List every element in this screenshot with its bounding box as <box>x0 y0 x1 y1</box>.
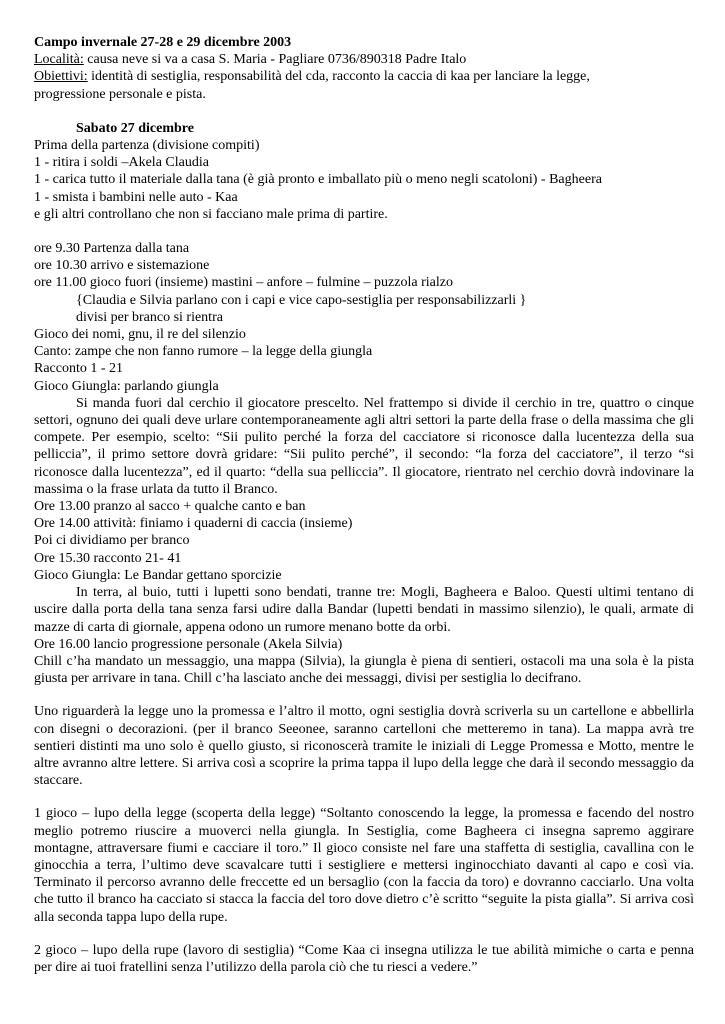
schedule-item: Ore 14.00 attività: finiamo i quaderni di caccia (insieme) <box>34 516 353 532</box>
objectives-continued: progressione personale e pista. <box>34 86 206 102</box>
schedule-item: ore 9.30 Partenza dalla tana <box>34 241 190 257</box>
schedule-item: Gioco Giungla: parlando giungla <box>34 378 219 394</box>
objectives-line <box>34 68 694 85</box>
game-2-paragraph: 2 gioco – lupo della rupe (lavoro di sestiglia) “Come Kaa ci insegna utilizza le tue abilità mimiche o carta e penna per dire ai tuoi fratellini senza l’utilizzo della parola ciò che tu riesci a vedere.” <box>34 942 694 975</box>
schedule-item: Ore 15.30 racconto 21- 41 <box>34 550 182 566</box>
schedule-item: ore 10.30 arrivo e sistemazione <box>34 258 210 274</box>
schedule-item: Racconto 1 - 21 <box>34 361 124 377</box>
location-label: Località: <box>34 52 84 68</box>
progression-title: Ore 16.00 lancio progressione personale (Akela Silvia) <box>34 636 343 652</box>
objectives-text: identità di sestiglia, responsabilità del cda, racconto la caccia di kaa per lanciare la legge, <box>87 69 590 85</box>
game-1-paragraph: 1 gioco – lupo della legge (scoperta della legge) “Soltanto conoscendo la legge, la promessa e facendo del nostro meglio potremo riuscire a muoverci nella giungla. In Sestiglia, come Bagheera ci insegna sapremo aggirare montagne, attraversare fiumi e cacciare il toro.” Il gioco consiste nel fare una staffetta di sestiglia, cavallina con le ginocchia a terra, l’ultimo deve scavalcare tutti i sestigliere e mettersi inginocchiato davanti al capo e così via. Terminato il percorso avranno delle freccette ed un bersaglio (con la faccia da toro) e dovranno cacciarlo. Una volta che tutto il branco ha cacciato si stacca la faccia del toro dove dietro c’è scritto “seguite la pista gialla”. Si arriva così alla seconda tappa lupo della rupe. <box>34 806 694 925</box>
pre-departure-title: Prima della partenza (divisione compiti) <box>34 138 260 154</box>
progression-text: Chill c’ha mandato un messaggio, una mappa (Silvia), la giungla è piena di sentieri, ostacoli ma una sola è la pista giusta per arrivare in tana. Chill c’ha lasciato anche dei messaggi, divisi per sestiglia lo decifrano. <box>34 653 694 687</box>
game-description: Si manda fuori dal cerchio il giocatore prescelto. Nel frattempo si divide il cerchio in tre, quattro o cinque settori, ognuno dei quali deve urlare contemporaneamente agli altri settori la parte della frase o della massima che gli compete. Per esempio, scelto: “Sii pulito perché la forza del cacciatore si riconosce dalla lucentezza della sua pelliccia”, il primo settore dovrà gridare: “Sii pulito perché”, il secondo: “la forza del cacciatore”, il terzo “si riconosce dalla lucentezza”, ed il quarto: “della sua pelliccia”. Il giocatore, rientrato nel cerchio dovrà indovinare la massima o la frase urlata da tutto il Branco. <box>34 395 694 497</box>
document-page <box>34 34 694 976</box>
schedule-item: Poi ci dividiamo per branco <box>34 533 190 549</box>
document-title: Campo invernale 27-28 e 29 dicembre 2003 <box>34 35 292 50</box>
task-line: 1 - ritira i soldi –Akela Claudia <box>34 155 209 171</box>
schedule-item: Gioco Giungla: Le Bandar gettano sporcizie <box>34 567 282 583</box>
game-description: In terra, al buio, tutti i lupetti sono bendati, tranne tre: Mogli, Bagheera e Baloo. Questi ultimi tentano di uscire dalla porta della tana senza farsi udire dalla Bandar (lupetti bendati in massimo silenzio), le quali, armate di mazze di carta di giornale, appena odono un rumore menano botte da orbi. <box>34 585 694 635</box>
task-line: 1 - smista i bambini nelle auto - Kaa <box>34 189 238 205</box>
schedule-item: ore 11.00 gioco fuori (insieme) mastini – anfore – fulmine – puzzola rialzo <box>34 275 453 291</box>
schedule-item: Gioco dei nomi, gnu, il re del silenzio <box>34 327 246 343</box>
schedule-note: divisi per branco si rientra <box>76 309 223 325</box>
schedule-item: Canto: zampe che non fanno rumore – la legge della giungla <box>34 344 373 360</box>
schedule-item: Ore 13.00 pranzo al sacco + qualche canto e ban <box>34 499 306 515</box>
task-line: 1 - carica tutto il materiale dalla tana (è già pronto e imballato più o meno negli scatoloni) - Bagheera <box>34 172 602 188</box>
task-line: e gli altri controllano che non si facciano male prima di partire. <box>34 206 388 222</box>
day-heading: Sabato 27 dicembre <box>76 120 194 136</box>
location-line <box>34 51 694 68</box>
schedule-note: {Claudia e Silvia parlano con i capi e vice capo-sestiglia per responsabilizzarli } <box>76 292 527 308</box>
law-paragraph: Uno riguarderà la legge uno la promessa e l’altro il motto, ogni sestiglia dovrà scriverla su un cartellone e abbellirla con disegni o decorazioni. (per il branco Seeonee, saranno cartelloni che metteremo in tana). La mappa avrà tre sentieri distinti ma uno solo è quello giusto, si riconoscerà tramite le iniziali di Legge Promessa e Motto, mentre le altre avranno altre lettere. Si arriva così a scoprire la prima tappa il lupo della legge che darà il secondo messaggio da staccare. <box>34 704 694 789</box>
objectives-label: Obiettivi: <box>34 69 88 85</box>
location-text: causa neve si va a casa S. Maria - Pagliare 0736/890318 Padre Italo <box>83 52 467 68</box>
